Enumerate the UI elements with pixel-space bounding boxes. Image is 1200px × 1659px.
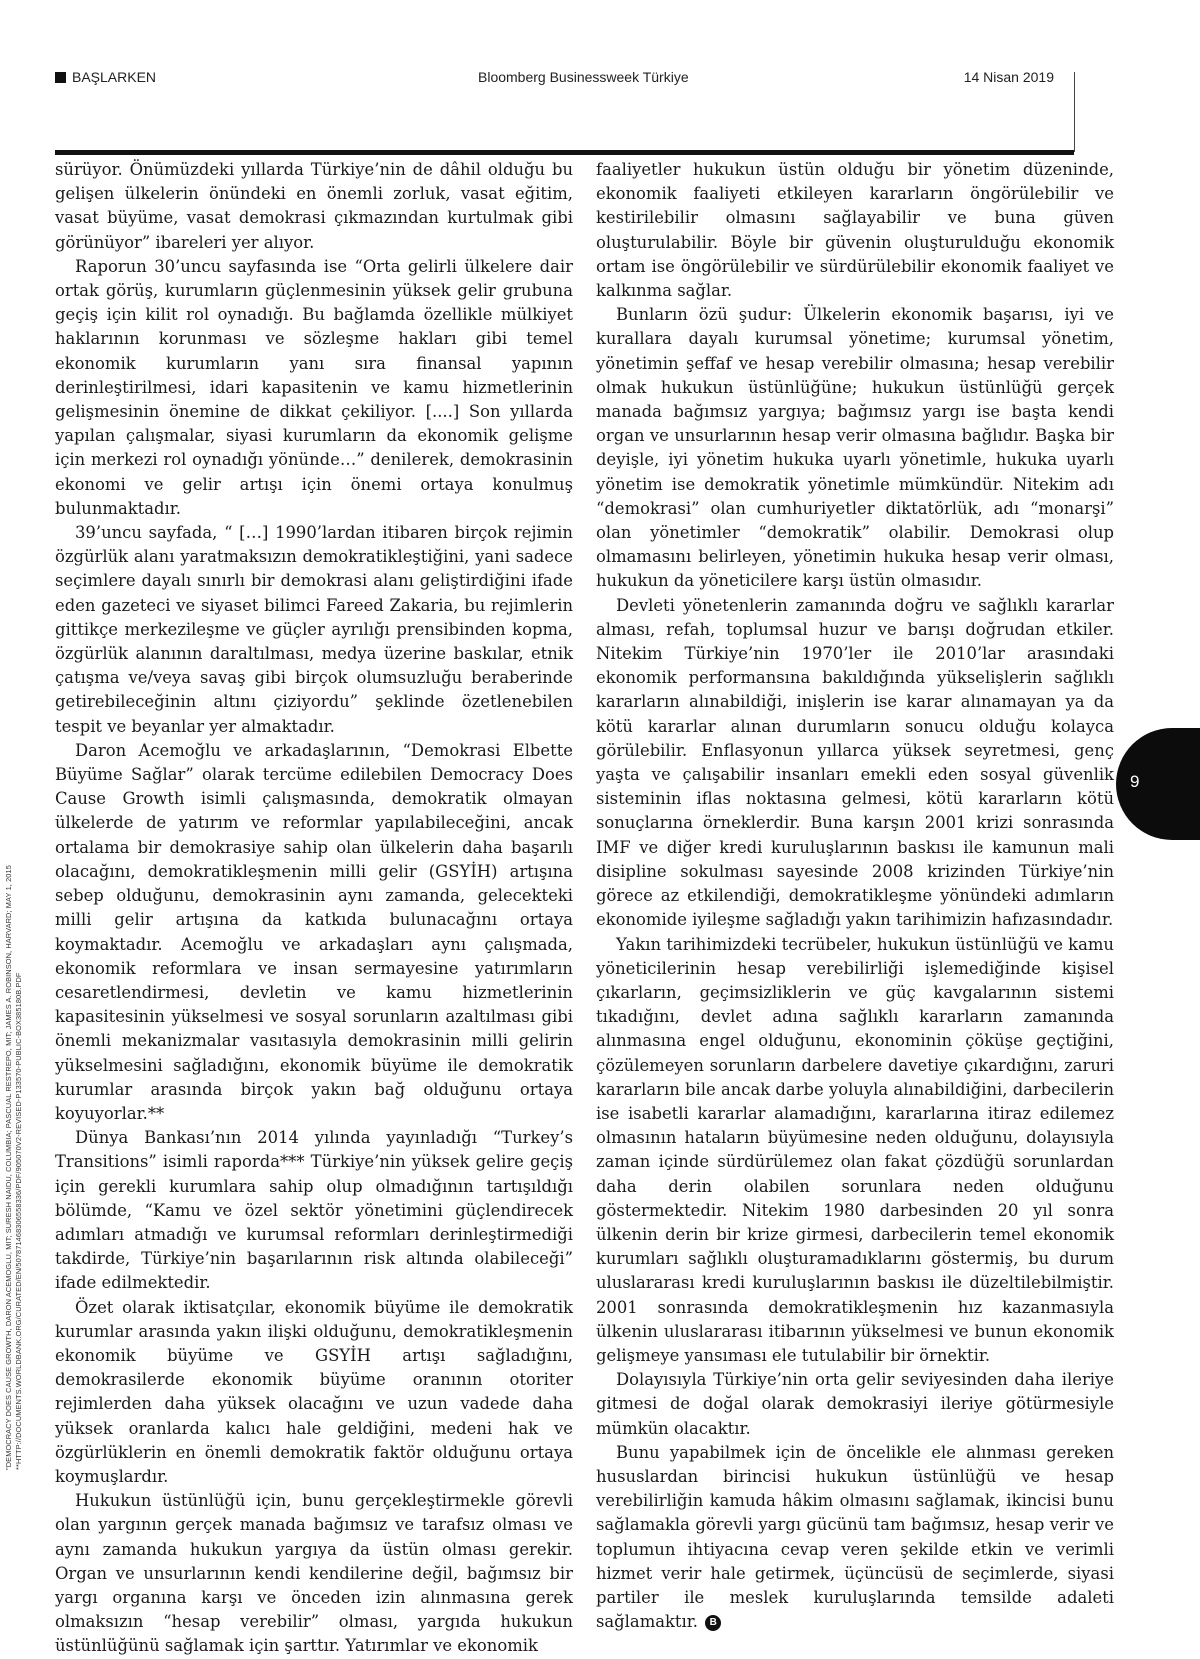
page-number-tab — [1116, 728, 1200, 840]
paragraph: Devleti yönetenlerin zamanında doğru ve sağlıklı kararlar alması, refah, toplumsal huzur ve barışı doğrudan etkiler. Nitekim Türkiye’nin 1970’ler ile 2010’lar arasındaki ekonomik performansına bakıldığında yükselişlerin sağlıklı kararların alınabildiği, inişlerin ise karar alınamayan ya da kötü kararlar alınan durumların sonucu olduğu kolayca görülebilir. Enflasyonun yıllarca yüksek seyretmesi, genç yaşta ve çalışabilir insanları emekli eden sosyal güvenlik sisteminin iflas noktasına gelmesi, kötü kararların kötü sonuçlarına örneklerdir. Buna karşın 2001 krizi sonrasında IMF ve diğer kredi kuruluşlarının baskısı ile kamunun mali disipline sokulması sayesinde 2008 krizinden Türkiye’nin görece az etkilendiği, demokratikleşme yönündeki adımların ekonomide iyileşme sağladığı yakın tarihimizin hafızasındadır. — [596, 595, 1114, 930]
paragraph: faaliyetler hukukun üstün olduğu bir yönetim düzeninde, ekonomik faaliyeti etkileyen kararların öngörülebilir ve kestirilebilir olmasını sağlayabilir ve buna güven oluşturulabilir. Böyle bir güvenin oluşturulduğu ekonomik ortam ise öngörülebilir ve sürdürülebilir ekonomik faaliyet ve kalkınma sağlar. — [596, 160, 1114, 301]
page-header — [55, 67, 1055, 91]
paragraph: Dolayısıyla Türkiye’nin orta gelir seviyesinden daha ileriye gitmesi de doğal olarak demokrasiyi ileriye götürmesiyle mümkün olacaktır. — [596, 1370, 1114, 1438]
section-label — [55, 69, 156, 85]
footnote: **HTTP://DOCUMENTS.WORLDBANK.ORG/CURATED/EN/507871468306558336/PDF/905070V2-REVISED-P133570-PUBLIC-BOX385180B.PDF — [14, 972, 23, 1470]
paragraph: Bunların özü şudur: Ülkelerin ekonomik başarısı, iyi ve kurallara dayalı kurumsal yönetime; kurumsal yönetim, yönetimin şeffaf ve hesap verebilir olmasına; hesap verebilir olmak hukukun üstünlüğüne; hukukun üstünlüğü gerçek manada bağımsız yargıya; bağımsız yargı ise başta kendi organ ve unsurlarının hesap verir olmasına bağlıdır. Başka bir deyişle, iyi yönetim hukuka uyarlı yönetimle, hukuka uyarlı yönetim ise demokratik yönetimle mümkündür. Nitekim adı “demokrasi” olan cumhuriyetler diktatörlük, adı “monarşi” olan yönetimler “demokratik” olabilir. Demokrasi olup olmamasını belirleyen, yönetimin hukuka hesap verir olması, hukukun da yöneticilere karşı üstün olmasıdır. — [596, 305, 1114, 591]
issue-date: 14 Nisan 2019 — [963, 69, 1054, 85]
paragraph: sürüyor. Önümüzdeki yıllarda Türkiye’nin de dâhil olduğu bu gelişen ülkelerin önündeki en önemli zorluk, vasat eğitim, vasat büyüme, vasat demokrasi çıkmazından kurtulmak gibi görünüyor” ibareleri yer alıyor. — [55, 160, 573, 252]
article-column-right — [596, 158, 1114, 1634]
header-rule — [55, 150, 1074, 155]
article-column-left — [55, 158, 573, 1659]
paragraph: Dünya Bankası’nın 2014 yılında yayınladığı “Turkey’s Transitions” isimli raporda*** Türkiye’nin yüksek gelire geçiş için gerekli kurumlara sahip olup olmadığının tartışıldığı bölümde, “Kamu ve özel sektör yönetimini güçlendirecek adımları atmadığı ve kurumsal reformları derinleştirmediği takdirde, Türkiye’nin başarılarının risk altında olabileceği” ifade edilmektedir. — [55, 1128, 573, 1293]
paragraph-text: Bunu yapabilmek için de öncelikle ele alınması gereken hususlardan birincisi hukukun üstünlüğü ve hesap verebilirliğin kamuda hâkim olmasını sağlamak, ikincisi bunu sağlamakla görevli yargı gücünü tam bağımsız, hesap verir ve toplumun ihtiyacına cevap veren şekilde etkin ve verimli hizmet verir hale getirmek, üçüncüsü de seçimlerde, siyasi partiler ile meslek kuruluşlarında temsilde adaleti sağlamaktır. — [596, 1442, 1114, 1632]
paragraph: 39’uncu sayfada, “ […] 1990’lardan itibaren birçok rejimin özgürlük alanı yaratmaksızın demokratikleştiğini, yani sadece seçimlere dayalı sınırlı bir demokrasi alanı geliştirdiğini ifade eden gazeteci ve siyaset bilimci Fareed Zakaria, bu rejimlerin gittikçe merkezileşme ve güçler ayrılığı prensibinden kopma, özgürlük alanının daraltılması, medya üzerine baskılar, etnik çatışma ve/veya savaş gibi birçok olumsuzluğu beraberinde getirebileceğinin altını çiziyordu” şeklinde özetlenebilen tespit ve beyanlar yer almaktadır. — [55, 523, 573, 736]
page-number: 9 — [1130, 772, 1140, 791]
paragraph: Hukukun üstünlüğü için, bunu gerçekleştirmekle görevli olan yargının gerçek manada bağımsız ve tarafsız olması ve aynı zamanda hukukun yargıya da üstün olması gerekir. Organ ve unsurlarının kendi kendilerine değil, bağımsız bir yargı organına karşı ve önceden izin alınmasına gerek olmaksızın “hesap verebilir” olması, yargıda hukukun üstünlüğünü sağlamak için şarttır. Yatırımlar ve ekonomik — [55, 1491, 573, 1656]
paragraph: Raporun 30’uncu sayfasında ise “Orta gelirli ülkelere dair ortak görüş, kurumların güçlenmesinin yüksek gelir grubuna geçiş için kilit rol oynadığı. Bu bağlamda özellikle mülkiyet haklarının korunması ve sözleşme hakları gibi temel ekonomik kurumların yanı sıra finansal yapının derinleştirilmesi, idari kapasitenin ve kamu hizmetlerinin gelişmesinin önemine de dikkat çekiliyor. [....] Son yıllarda yapılan çalışmalar, siyasi kurumların da ekonomik gelişme için merkezi rol oynadığı yönünde…” denilerek, demokrasinin ekonomi ve gelir artışı için önemi ortaya konulmuş bulunmaktadır. — [55, 256, 573, 518]
footnotes — [4, 750, 24, 1470]
section-title: BAŞLARKEN — [72, 69, 157, 85]
paragraph — [596, 1441, 1114, 1635]
footnote: "DEMOCRACY DOES CAUSE GROWTH, DARON ACEMOGLU, MIT; SURESH NAIDU, COLUMBIA; PASCUAL RESTREPO, MIT; JAMES A. ROBINSON, HARVARD; MAY 1, 2015 — [4, 865, 13, 1470]
square-bullet-icon — [55, 72, 66, 83]
paragraph: Daron Acemoğlu ve arkadaşlarının, “Demokrasi Elbette Büyüme Sağlar” olarak tercüme edilebilen Democracy Does Cause Growth isimli çalışmasında, demokratik olmayan ülkelerde de yatırım ve reformlar yapılabileceğini, ancak ortalama bir demokrasiye sahip olan ülkelerin daha başarılı olacağını, demokratikleşmenin milli gelir (GSYİH) artışına sebep olduğunu, demokrasinin aynı zamanda, gelecekteki milli gelir artışına da katkıda bulunacağını ortaya koymaktadır. Acemoğlu ve arkadaşları aynı çalışmada, ekonomik reformlara ve insan sermayesine yatırımların cesaretlendirmesi, devletin ve kamu hizmetlerinin kapasitesinin yükselmesi ve sosyal sorunların azaltılması gibi önemli mekanizmalar vasıtasıyla demokrasinin milli gelirin yükselmesini sağladığını, ekonomik büyüme ile demokratik kurumlar arasında birçok yakın bağ olduğunu ortaya koyuyorlar.** — [55, 740, 573, 1123]
header-divider — [1074, 72, 1075, 152]
paragraph: Özet olarak iktisatçılar, ekonomik büyüme ile demokratik kurumlar arasında yakın ilişki olduğunu, demokratikleşmenin ekonomik büyüme ve GSYİH artışı sağladığını, demokrasilerde ekonomik büyüme oranının otoriter rejimlerden daha yüksek olacağını ve uzun vadede daha yüksek oranlarda kalıcı hale geldiğini, medeni hak ve özgürlüklerin en önemli demokratik faktör olduğunu ortaya koymuşlardır. — [55, 1297, 573, 1486]
paragraph: Yakın tarihimizdeki tecrübeler, hukukun üstünlüğü ve kamu yöneticilerinin hesap verebilirliği işlemediğinde kişisel çıkarların, geçimsizliklerin ve güç kavgalarının sistemi tıkadığını, devlet adına sağlıklı kararların zamanında alınmasına engel olduğunu, ekonominin çöküşe geçtiğini, çözülemeyen sorunların darbelere davetiye çıkardığını, zaruri kararların bile ancak darbe yoluyla alınabildiğini, darbecilerin ise isabetli kararlar alamadığını, kararlarına itiraz edilemez olmasının hataların büyümesine neden olduğunu, dolayısıyla zaman içinde sürdürülemez olan fakat çözdüğü sorunlardan daha derin olabilen sorunlara neden olduğunu göstermektedir. Nitekim 1980 darbesinden 20 yıl sonra ülkenin derin bir krize girmesi, darbecilerin temel ekonomik kurumları sağlıklı oluşturamadıklarını göstermiş, bu durum uluslararası kredi kuruluşlarının baskısı ile düzeltilebilmiştir. 2001 sonrasında demokratikleşmenin hız kazanmasıyla ülkenin uluslararası itibarının yükselmesi ve bunun ekonomik gelişmeye yansıması ele tutulabilir bir örnektir. — [596, 934, 1114, 1365]
publication-name: Bloomberg Businessweek Türkiye — [478, 69, 689, 85]
bloomberg-end-mark-icon: B — [705, 1615, 721, 1631]
